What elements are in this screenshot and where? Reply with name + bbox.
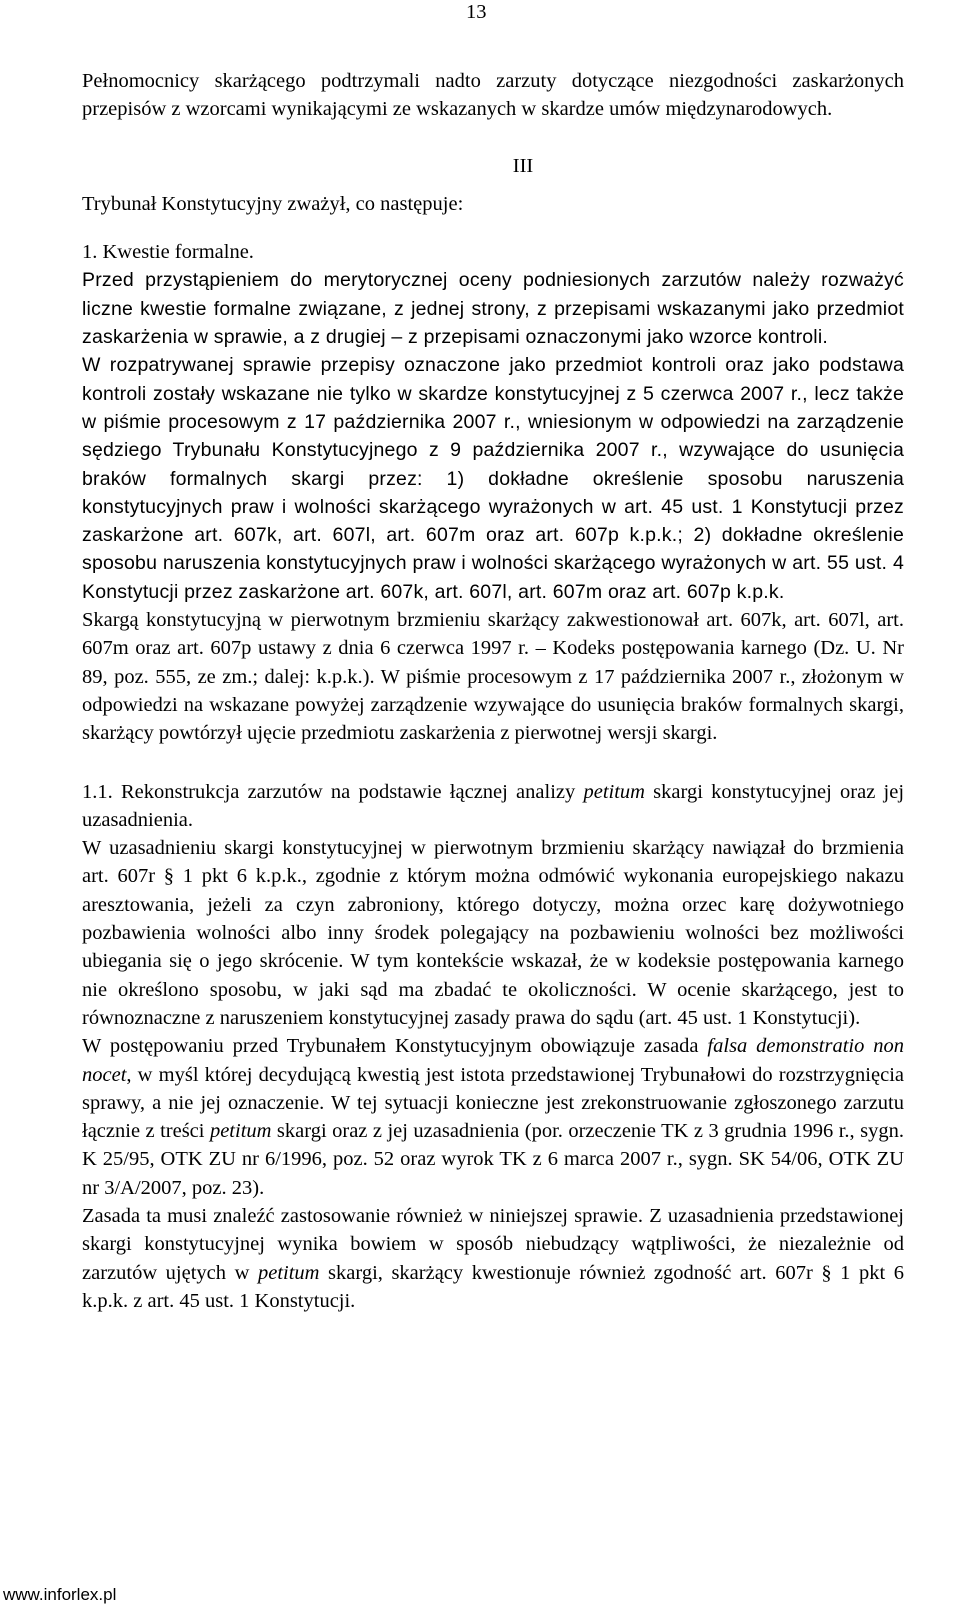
- footer-url: www.inforlex.pl: [3, 1585, 117, 1604]
- paragraph-2: W rozpatrywanej sprawie przepisy oznaczone jako przedmiot kontroli oraz jako podstawa kontroli zostały wskazane nie tylko w skardze konstytucyjnej z 5 czerwca 2007 r., lecz także w piśmie procesowym z 17 października 2007 r., wniesionym w odpowiedzi na zarządzenie sędziego Trybunału Konstytucyjnego z 9 października 2007 r., wzywające do usunięcia braków formalnych skargi przez: 1) dokładne określenie sposobu naruszenia konstytucyjnych praw i wolności skarżącego wyrażonych w art. 45 ust. 1 Konstytucji przez zaskarżone art. 607k, art. 607l, art. 607m oraz art. 607p k.p.k.; 2) dokładne określenie sposobu naruszenia konstytucyjnych praw i wolności skarżącego wyrażonych w art. 55 ust. 4 Konstytucji przez zaskarżone art. 607k, art. 607l, art. 607m oraz art. 607p k.p.k.: [82, 354, 904, 603]
- paragraph-5-part-c: skargi oraz z jej uzasadnienia (por. orzeczenie TK z 3 grudnia 1996 r., sygn. K 25/95, OTK ZU nr 6/1996, poz. 52 oraz wyrok TK z 6 marca 2007 r., sygn. SK 54/06, OTK ZU nr 3/A/2007, poz. 23).: [82, 1120, 904, 1199]
- paragraph-3: Skargą konstytucyjną w pierwotnym brzmieniu skarżący zakwestionował art. 607k, art. 607l, art. 607m oraz art. 607p ustawy z dnia 6 czerwca 1997 r. – Kodeks postępowania karnego (Dz. U. Nr 89, poz. 555, ze zm.; dalej: k.p.k.). W piśmie procesowym z 17 października 2007 r., złożonym w odpowiedzi na wskazane powyżej zarządzenie wzywające do usunięcia braków formalnych skargi, skarżący powtórzył ujęcie przedmiotu zaskarżenia z pierwotnej wersji skargi.: [82, 609, 904, 745]
- intro-paragraph: Pełnomocnicy skarżącego podtrzymali nadto zarzuty dotyczące niezgodności zaskarżonych przepisów z wzorcami wynikającymi ze wskazanych w skardze umów międzynarodowych.: [82, 70, 904, 121]
- subsection-heading-1-1-part-b: skargi konstytucyjnej oraz jej uzasadnienia.: [82, 780, 905, 831]
- subsection-heading-1: 1. Kwestie formalne.: [82, 241, 254, 264]
- paragraph-6: [82, 1202, 904, 1315]
- paragraph-6-part-a: Zasada ta musi znaleźć zastosowanie również w niniejszej sprawie. Z uzasadnienia przedstawionej skargi konstytucyjnej wynika bowiem w sposób niebudzący wątpliwości, że niezależnie od zarzutów ujętych w: [82, 1204, 904, 1284]
- paragraph-6-italic: petitum: [257, 1261, 320, 1284]
- subsection-heading-1-1-italic: petitum: [583, 780, 645, 803]
- subsection-heading-1-1-part-a: 1.1. Rekonstrukcja zarzutów na podstawie łącznej analizy: [82, 780, 584, 803]
- paragraph-5-part-b: , w myśl której decydującą kwestią jest istota przedstawionej Trybunałowi do rozstrzygnięcia sprawy, a nie jej oznaczenie. W tej sytuacji konieczne jest zrekonstruowanie zgłoszonego zarzutu łącznie z treści: [82, 1063, 904, 1143]
- paragraph-5-italic-2: petitum: [209, 1120, 272, 1143]
- paragraph-1: Przed przystąpieniem do merytorycznej oceny podniesionych zarzutów należy rozważyć liczne kwestie formalne związane, z jednej strony, z przepisami wskazanymi jako przedmiot zaskarżenia w sprawie, a z drugiej – z przepisami oznaczonymi jako wzorce kontroli.: [82, 269, 904, 349]
- paragraph-6-part-b: skargi, skarżący kwestionuje również zgodność art. 607r § 1 pkt 6 k.p.k. z art. 45 ust. 1 Konstytucji.: [82, 1261, 904, 1312]
- subsection-heading-1-1: [82, 778, 904, 835]
- page-number: 13: [466, 1, 487, 23]
- document-body: [82, 67, 904, 1315]
- paragraph-5: [82, 1032, 904, 1202]
- paragraph-4: W uzasadnieniu skargi konstytucyjnej w pierwotnym brzmieniu skarżący nawiązał do brzmienia art. 607r § 1 pkt 6 k.p.k., zgodnie z którym można odmówić wykonania europejskiego nakazu aresztowania, jeżeli za czyn zabroniony, którego dotyczy, można orzec karę dożywotniego pozbawienia wolności albo inny środek polegający na pozbawieniu wolności bez możliwości ubiegania się o jego skrócenie. W tym kontekście wskazał, że w kodeksie postępowania karnego nie określono sposobu, w jaki sąd ma zbadać te okoliczności. W ocenie skarżącego, jest to równoznaczne z naruszeniem konstytucyjnej zasady prawa do sądu (art. 45 ust. 1 Konstytucji).: [82, 837, 904, 1029]
- section-heading: III: [512, 154, 534, 177]
- paragraph-5-part-a: W postępowaniu przed Trybunałem Konstytucyjnym obowiązuje zasada: [82, 1035, 708, 1058]
- paragraph-5-italic: falsa demonstratio non nocet: [82, 1035, 904, 1086]
- tribunal-considered-line: Trybunał Konstytucyjny zważył, co następuje:: [82, 192, 464, 215]
